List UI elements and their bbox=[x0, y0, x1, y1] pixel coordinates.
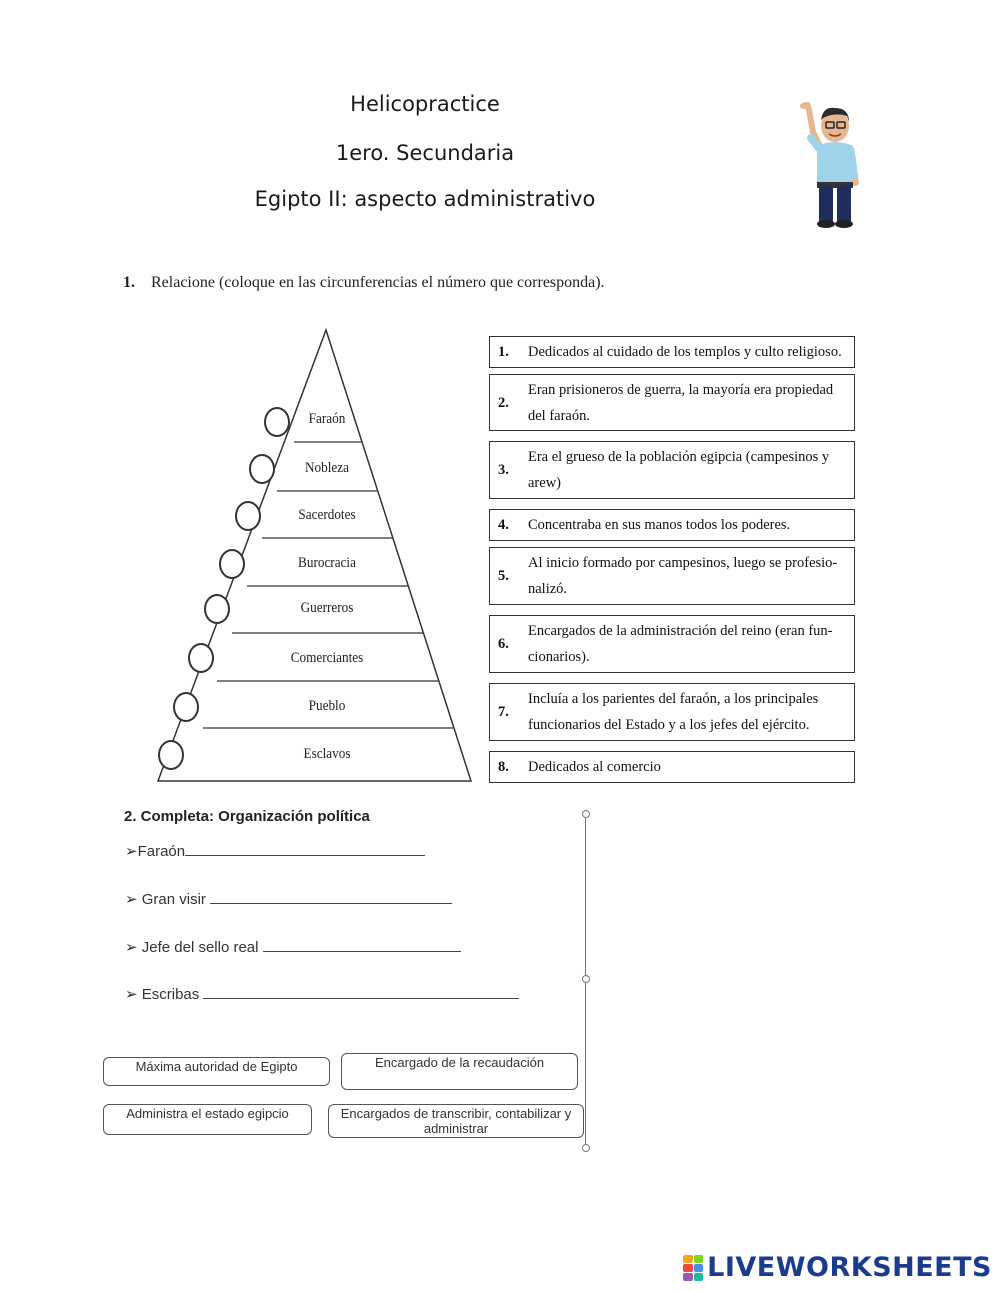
liveworksheets-logo[interactable] bbox=[683, 1252, 992, 1283]
teacher-avatar-icon bbox=[795, 102, 865, 230]
description-box-3 bbox=[489, 441, 855, 499]
fill-item-label: ➢ Jefe del sello real bbox=[125, 939, 259, 956]
tier-esclavos: Esclavos bbox=[303, 746, 351, 762]
question-1-text: Relacione (coloque en las circunferencias el número que corresponda). bbox=[151, 274, 605, 291]
fill-item-label: ➢ Gran visir bbox=[125, 891, 206, 908]
tier-pueblo: Pueblo bbox=[308, 698, 346, 714]
description-text: Incluía a los parientes del faraón, a los principales funcionarios del Estado y a los jefes del ejército. bbox=[528, 691, 819, 733]
description-box-4 bbox=[489, 509, 855, 541]
tier-nobleza: Nobleza bbox=[305, 460, 349, 476]
description-box-2 bbox=[489, 374, 855, 431]
description-number: 7. bbox=[498, 704, 509, 720]
liveworksheets-logo-icon bbox=[683, 1255, 703, 1281]
tier-comerciantes: Comerciantes bbox=[290, 650, 364, 666]
description-number: 1. bbox=[498, 344, 509, 360]
tier-faraon: Faraón bbox=[308, 411, 346, 427]
tier-burocracia: Burocracia bbox=[298, 555, 356, 571]
description-number: 6. bbox=[498, 636, 509, 652]
description-box-7 bbox=[489, 683, 855, 741]
answer-blank-escribas[interactable] bbox=[203, 984, 519, 999]
grade-level: 1ero. Secundaria bbox=[335, 141, 515, 165]
description-text: Eran prisioneros de guerra, la mayoría era propiedad del faraón. bbox=[528, 381, 834, 424]
option-escribas[interactable]: Encargados de transcribir, contabilizar y administrar bbox=[328, 1104, 584, 1138]
question-2-title: 2. Completa: Organización política bbox=[124, 808, 370, 825]
fill-item-escribas bbox=[125, 984, 519, 1003]
option-administra-estado[interactable]: Administra el estado egipcio bbox=[103, 1104, 312, 1135]
answer-blank-faraon[interactable] bbox=[185, 841, 425, 856]
answer-circle-sacerdotes[interactable] bbox=[235, 501, 261, 531]
description-box-1 bbox=[489, 336, 855, 368]
answer-circle-pueblo[interactable] bbox=[173, 692, 199, 722]
description-text: Encargados de la administración del reino (eran fun-cionarios). bbox=[528, 623, 833, 665]
answer-circle-burocracia[interactable] bbox=[219, 549, 245, 579]
divider-tick bbox=[582, 975, 590, 983]
question-1-prompt bbox=[123, 274, 605, 292]
answer-circle-comerciantes[interactable] bbox=[188, 643, 214, 673]
description-text: Dedicados al comercio bbox=[528, 759, 661, 775]
description-text: Concentraba en sus manos todos los poderes. bbox=[528, 517, 791, 533]
description-number: 8. bbox=[498, 759, 509, 775]
divider-tick bbox=[582, 1144, 590, 1152]
tier-guerreros: Guerreros bbox=[300, 600, 354, 616]
question-1-number: 1. bbox=[123, 274, 135, 291]
description-number: 2. bbox=[498, 394, 509, 411]
description-text: Dedicados al cuidado de los templos y culto religioso. bbox=[528, 344, 842, 360]
worksheet-title: Helicopractice bbox=[350, 92, 500, 116]
description-number: 5. bbox=[498, 568, 509, 584]
answer-blank-gran-visir[interactable] bbox=[210, 889, 452, 904]
fill-item-label: ➢Faraón bbox=[125, 843, 186, 860]
logo-text: LIVEWORKSHEETS bbox=[707, 1252, 992, 1283]
tier-sacerdotes: Sacerdotes bbox=[298, 507, 356, 523]
fill-item-jefe-sello bbox=[125, 937, 461, 956]
fill-item-label: ➢ Escribas bbox=[125, 986, 200, 1003]
fill-item-gran-visir bbox=[125, 889, 452, 908]
description-text: Al inicio formado por campesinos, luego se profesio-nalizó. bbox=[528, 555, 838, 597]
description-box-8 bbox=[489, 751, 855, 783]
option-recaudacion[interactable]: Encargado de la recaudación bbox=[341, 1053, 578, 1090]
description-number: 3. bbox=[498, 462, 509, 478]
description-box-6 bbox=[489, 615, 855, 673]
answer-blank-jefe-sello[interactable] bbox=[263, 937, 461, 952]
fill-item-faraon bbox=[125, 841, 425, 860]
description-text: Era el grueso de la población egipcia (campesinos y arew) bbox=[528, 449, 830, 491]
answer-circle-nobleza[interactable] bbox=[249, 454, 275, 484]
answer-circle-esclavos[interactable] bbox=[158, 740, 184, 770]
answer-circle-guerreros[interactable] bbox=[204, 594, 230, 624]
answer-circle-faraon[interactable] bbox=[264, 407, 290, 437]
option-maxima-autoridad[interactable]: Máxima autoridad de Egipto bbox=[103, 1057, 330, 1086]
description-box-5 bbox=[489, 547, 855, 605]
lesson-title: Egipto II: aspecto administrativo bbox=[254, 187, 596, 211]
divider-tick bbox=[582, 810, 590, 818]
description-number: 4. bbox=[498, 517, 509, 533]
